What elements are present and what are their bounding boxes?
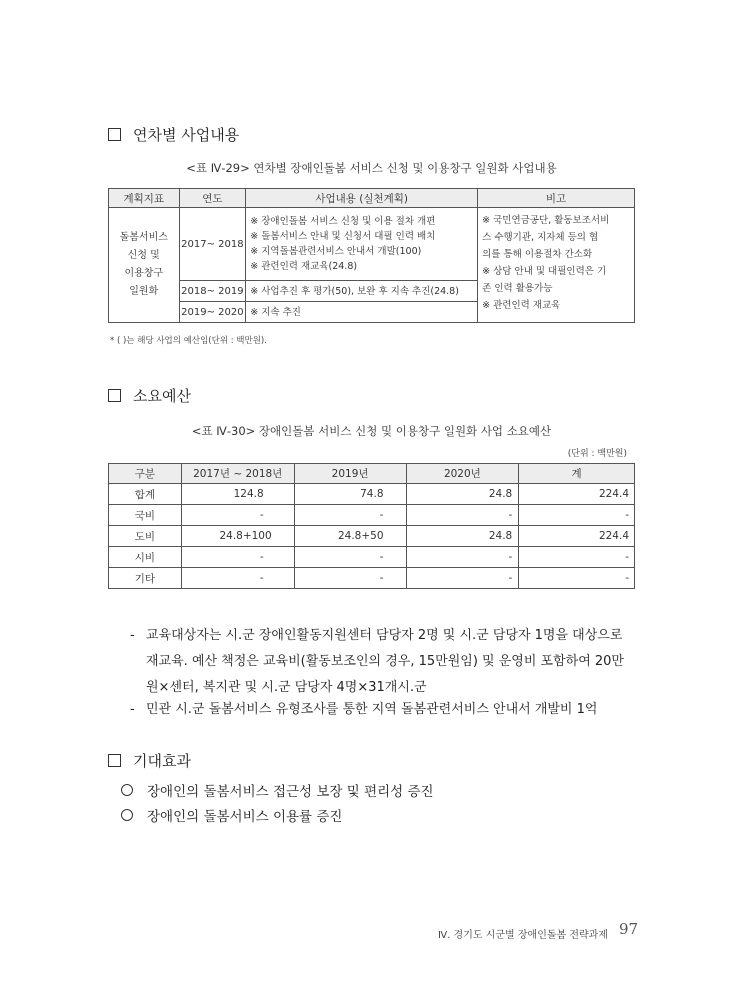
- value-cell: 24.8: [406, 484, 519, 505]
- square-bullet-icon: [108, 128, 121, 141]
- content-cell: ※ 장애인돌봄 서비스 신청 및 이용 절차 개편 ※ 돌봄서비스 안내 및 신청서 대필 인력 배치 ※ 지역돌봄관련서비스 안내서 개발(100) ※ 관련인력 재교육(24.8): [246, 208, 478, 281]
- table1-caption: <표 Ⅳ-29> 연차별 장애인돌봄 서비스 신청 및 이용창구 일원화 사업내용: [186, 161, 557, 175]
- table1-note: * ( )는 해당 사업의 예산임(단위 : 백만원).: [110, 336, 267, 346]
- year-cell: 2019~ 2020: [179, 302, 246, 323]
- row-label: 시비: [109, 547, 182, 568]
- row-label: 합계: [109, 484, 182, 505]
- value-cell: -: [519, 547, 635, 568]
- schedule-table: [108, 188, 635, 323]
- table-row: [109, 568, 635, 589]
- section-title-budget: 소요예산: [108, 385, 191, 406]
- table-header-row: [109, 464, 635, 484]
- table-row: [109, 547, 635, 568]
- budget-note-2: - 민관 시.군 돌봄서비스 유형조사를 통한 지역 돌봄관련서비스 안내서 개발비 1억: [130, 702, 598, 717]
- budget-table: [108, 463, 635, 589]
- value-cell: -: [181, 505, 294, 526]
- header-cell: 계: [519, 464, 635, 484]
- value-cell: -: [181, 568, 294, 589]
- value-cell: -: [406, 568, 519, 589]
- header-cell: 연도: [179, 189, 246, 208]
- remark-cell: ※ 국민연금공단, 활동보조서비 스 수행기관, 지자체 등의 협 의를 통해 이용절차 간소화 ※ 상담 안내 및 대필인력은 기 존 인력 활용가능 ※ 관련인력 재교육: [478, 208, 635, 323]
- square-bullet-icon: [108, 754, 121, 767]
- header-cell: 비고: [478, 189, 635, 208]
- section-title-schedule: 연차별 사업내용: [108, 124, 239, 145]
- value-cell: -: [519, 568, 635, 589]
- header-cell: 구분: [109, 464, 182, 484]
- value-cell: -: [181, 547, 294, 568]
- year-cell: 2017~ 2018: [179, 208, 246, 281]
- page-number: 97: [619, 920, 639, 938]
- value-cell: -: [519, 505, 635, 526]
- value-cell: 124.8: [181, 484, 294, 505]
- content-cell: ※ 사업추진 후 평가(50), 보완 후 지속 추진(24.8): [246, 281, 478, 302]
- value-cell: -: [406, 547, 519, 568]
- square-bullet-icon: [108, 389, 121, 402]
- value-cell: -: [406, 505, 519, 526]
- effect-item: 장애인의 돌봄서비스 이용률 증진: [121, 805, 342, 825]
- indicator-cell: 돌봄서비스 신청 및 이용창구 일원화: [109, 208, 180, 323]
- header-cell: 2017년 ~ 2018년: [181, 464, 294, 484]
- budget-note-1: - 교육대상자는 시.군 장애인활동지원센터 담당자 2명 및 시.군 담당자 1명을 대상으로 재교육. 예산 책정은 교육비(활동보조인의 경우, 15만원임) 및 운영비 포함하여 20만 원×센터, 복지관 및 시.군 담당자 4명×31개시.군: [130, 628, 624, 695]
- table-row: [109, 526, 635, 547]
- table-row: [109, 505, 635, 526]
- header-cell: 사업내용 (실천계획): [246, 189, 478, 208]
- table-row: [109, 484, 635, 505]
- footer-chapter: Ⅳ. 경기도 시군별 장애인돌봄 전략과제: [437, 930, 608, 941]
- table-header-row: [109, 189, 635, 208]
- row-label: 국비: [109, 505, 182, 526]
- value-cell: 74.8: [294, 484, 406, 505]
- value-cell: -: [294, 547, 406, 568]
- effect-item: 장애인의 돌봄서비스 접근성 보장 및 편리성 증진: [121, 780, 434, 800]
- year-cell: 2018~ 2019: [179, 281, 246, 302]
- table-row: [109, 208, 635, 281]
- value-cell: 24.8+50: [294, 526, 406, 547]
- header-cell: 2019년: [294, 464, 406, 484]
- table2-unit: (단위 : 백만원): [567, 449, 627, 459]
- table2-caption: <표 Ⅳ-30> 장애인돌봄 서비스 신청 및 이용창구 일원화 사업 소요예산: [191, 424, 552, 438]
- row-label: 도비: [109, 526, 182, 547]
- value-cell: 224.4: [519, 484, 635, 505]
- value-cell: -: [294, 568, 406, 589]
- section-title-effects: 기대효과: [108, 750, 191, 771]
- value-cell: 24.8: [406, 526, 519, 547]
- content-cell: ※ 지속 추진: [246, 302, 478, 323]
- circle-bullet-icon: [121, 809, 133, 821]
- header-cell: 2020년: [406, 464, 519, 484]
- value-cell: -: [294, 505, 406, 526]
- row-label: 기타: [109, 568, 182, 589]
- circle-bullet-icon: [121, 784, 133, 796]
- value-cell: 24.8+100: [181, 526, 294, 547]
- value-cell: 224.4: [519, 526, 635, 547]
- header-cell: 계획지표: [109, 189, 180, 208]
